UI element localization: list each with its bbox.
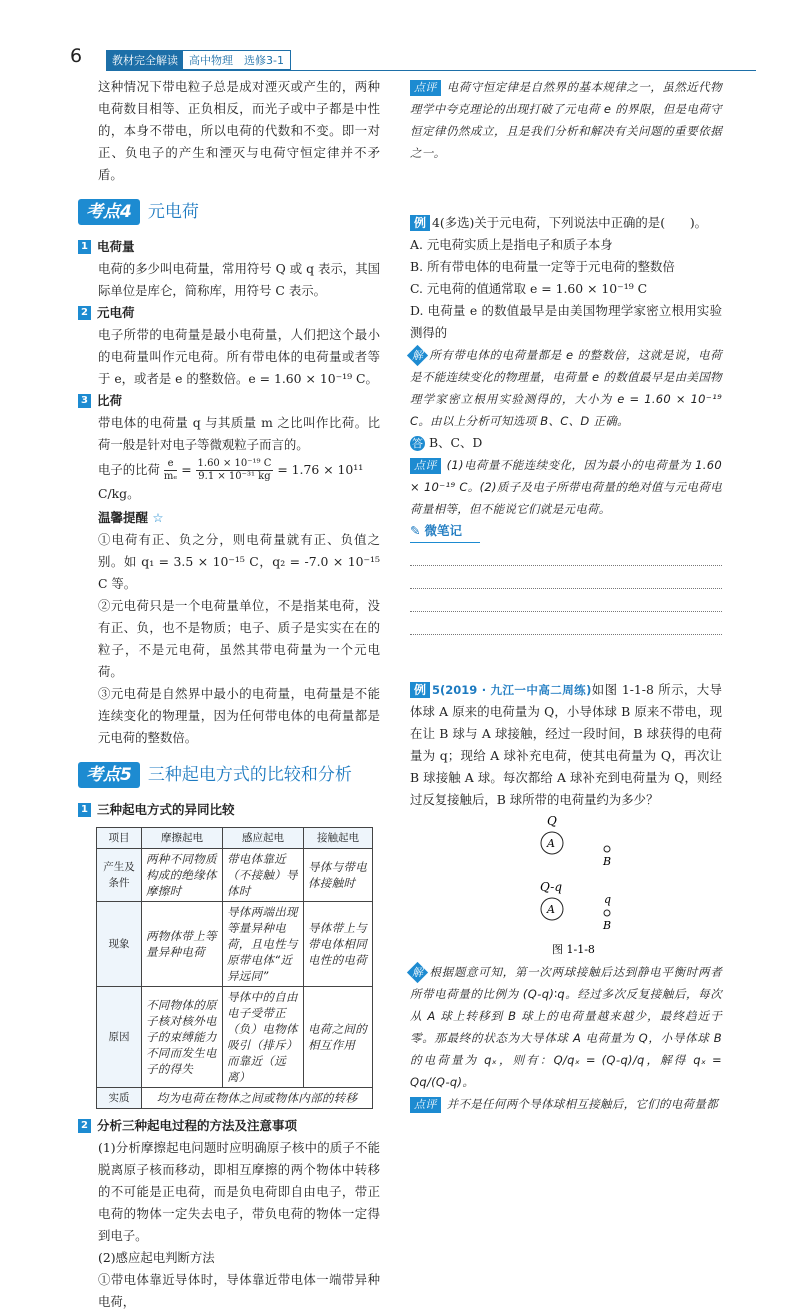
tip-item: ①电荷有正、负之分，则电荷量就有正、负值之别。如 q₁ = 3.5 × 10⁻¹⁵ C，q₂ = -7.0 × 10⁻¹⁵ C 等。 [98, 532, 380, 591]
section-title: 电荷量 [97, 239, 135, 254]
option: C. 元电荷的值通常取 e = 1.60 × 10⁻¹⁹ C [410, 281, 648, 296]
micro-notes-heading [410, 520, 480, 543]
comment-block [410, 76, 722, 164]
formula-prefix: 电子的比荷 [98, 462, 160, 477]
solution-block [410, 961, 722, 1093]
subject-title: 高中物理 选修3-1 [189, 54, 284, 67]
section-title: 比荷 [97, 393, 123, 408]
intro-paragraph: 这种情况下带电粒子总是成对湮灭或产生的，两种电荷数目相等、正负相反，而光子或中子都是中性的，本身不带电，所以电荷的代数和不变。即一对正、负电子的产生和湮灭与电荷守恒定律并不矛盾。 [98, 79, 380, 182]
fraction [164, 458, 177, 483]
solution-tag [407, 962, 428, 983]
table-header: 摩擦起电 [142, 828, 223, 849]
solution-tag [407, 345, 428, 366]
section-heading [78, 1115, 380, 1137]
table-header: 项目 [97, 828, 142, 849]
table-cell: 均为电荷在物体之间或物体内部的转移 [142, 1088, 373, 1109]
solution-text: 根据题意可知，第一次两球接触后达到静电平衡时两者所带电荷量的比例为 (Q-q)∶q。经过多次反复接触后，每次从 A 球上转移到 B 球上的电荷量越来越少，最终趋近于零。那最终的状态为大导体球 A 电荷量为 Q，小导体球 B 的电荷量为 qₓ，则有： [410, 965, 722, 1067]
solution-block [410, 344, 722, 432]
solution-tag-text: 解 [411, 349, 424, 362]
figure-1-1-8 [410, 811, 722, 961]
page-header [66, 42, 756, 72]
table-cell: 带电体靠近（不接触）导体时 [223, 849, 304, 902]
note-line [410, 612, 722, 635]
table-cell: 两物体带上等量异种电荷 [142, 902, 223, 987]
paragraph: (2)感应起电判断方法 [98, 1250, 215, 1265]
note-line [410, 543, 722, 566]
table-cell: 电荷之间的相互作用 [304, 987, 373, 1088]
label-B2: B [603, 919, 612, 932]
answer-tag: 答 [412, 437, 423, 450]
section-number: 1 [78, 803, 91, 817]
sphere-diagram [410, 811, 722, 961]
label-Q-minus-q: Q-q [540, 880, 563, 894]
table-row [97, 902, 373, 987]
comment-tag: 点评 [410, 1097, 441, 1113]
note-line [410, 589, 722, 612]
page-number: 6 [70, 45, 83, 67]
label-q: q [604, 893, 612, 906]
note-line [410, 566, 722, 589]
comment-block [410, 454, 722, 520]
header-rule [106, 70, 756, 71]
fraction [196, 458, 274, 483]
numerator: 1.60 × 10⁻¹⁹ C [197, 458, 272, 469]
row-label: 实质 [97, 1088, 142, 1109]
table-row [97, 1088, 373, 1109]
example-source: 5(2019 · 九江一中高二周练) [432, 683, 592, 697]
table-row [97, 987, 373, 1088]
table-header-row [97, 828, 373, 849]
label-A2: A [547, 903, 555, 916]
header-label [106, 50, 291, 70]
row-label: 原因 [97, 987, 142, 1088]
tip-item: ③元电荷是自然界中最小的电荷量，电荷量是不能连续变化的物理量，因为任何带电体的电荷量都是元电荷的整数倍。 [98, 686, 380, 745]
solution-tag-text: 解 [411, 966, 424, 979]
section-number: 1 [78, 240, 91, 254]
formula-result: = 1.76 × 10¹¹ C/kg。 [98, 462, 364, 501]
solution-text: 所有带电体的电荷量都是 e 的整数倍，这就是说，电荷是不能连续变化的物理量，电荷量 e 的数值最早是由美国物理学家密立根用实验测得的，大小为 e = 1.60 × 10⁻¹⁹ C。由以上分析可知选项 B、C、D 正确。 [410, 348, 722, 428]
section-title: 元电荷 [97, 305, 135, 320]
section-number: 2 [78, 306, 91, 320]
option: D. 电荷量 e 的数值最早是由美国物理学家密立根用实验测得的 [410, 303, 722, 340]
tip-title: 温馨提醒 [98, 510, 149, 525]
topic-badge: 考点5 [78, 762, 140, 788]
left-column [81, 76, 380, 1313]
comment-text: 电荷守恒定律是自然界的基本规律之一，虽然近代物理学中夸克理论的出现打破了元电荷 e 的界限，但是电荷守恒定律仍然成立，且是我们分析和解决有关问题的重要依据之一。 [410, 80, 722, 160]
paragraph: (1)分析摩擦起电问题时应明确原子核中的质子不能脱离原子核而移动，即相互摩擦的两个物体中转移的不可能是正电荷，而是负电荷即自由电子，带正电荷的物体一定失去电子，带负电荷的物体一定得到电子。 [98, 1140, 380, 1243]
example-stem-text: 4(多选)关于元电荷，下列说法中正确的是( )。 [432, 215, 708, 230]
table-header: 接触起电 [304, 828, 373, 849]
table-cell: 不同物体的原子核对核外电子的束缚能力不同而发生电子的得失 [142, 987, 223, 1088]
comment-text: (1)电荷量不能连续变化，因为最小的电荷量为 1.60 × 10⁻¹⁹ C。(2)质子及电子所带电荷量的绝对值与元电荷电荷量相等，但不能说它们就是元电荷。 [410, 458, 722, 516]
section-number: 2 [78, 1119, 91, 1133]
label-B1: B [603, 855, 612, 868]
tip-heading [98, 507, 380, 529]
example-stem-text: 如图 1-1-8 所示，大导体球 A 原来的电荷量为 Q，小导体球 B 原来不带电，现在让 B 球与 A 球接触，经过一段时间，B 球获得的电荷量为 q；现给 A 球补充电荷，使其电荷量为 Q，再次让 B 球接触 A 球。每次都给 A 球补充到电荷量为 Q，则经过反复接触后，B 球所带的电荷量约为多少？ [410, 682, 722, 807]
paragraph: 电子所带的电荷量是最小电荷量，人们把这个最小的电荷量叫作元电荷。所有带电体的电荷量或者等于 e，或者是 e 的整数倍。e = 1.60 × 10⁻¹⁹ C。 [98, 327, 380, 386]
denominator: mₑ [163, 471, 178, 482]
section-heading [78, 390, 380, 412]
row-label: 现象 [97, 902, 142, 987]
section-number: 3 [78, 394, 91, 408]
paragraph: 电荷的多少叫电荷量，常用符号 Q 或 q 表示，其国际单位是库仑，简称库，用符号 C 表示。 [98, 261, 380, 298]
example-4-stem [410, 212, 722, 234]
sphere-B-2 [604, 910, 610, 916]
option: B. 所有带电体的电荷量一定等于元电荷的整数倍 [410, 259, 675, 274]
section-heading [78, 799, 380, 821]
paragraph: 带电体的电荷量 q 与其质量 m 之比叫作比荷。比荷一般是针对电子等微观粒子而言的。 [98, 415, 380, 452]
table-row [97, 849, 373, 902]
series-title: 教材完全解读 [107, 51, 183, 69]
star-icon: ☆ [152, 510, 164, 525]
figure-caption: 图 1-1-8 [552, 943, 595, 956]
notes-title: 微笔记 [424, 523, 462, 538]
paragraph: ①带电体靠近导体时，导体靠近带电体一端带异种电荷， [98, 1272, 380, 1309]
table-cell: 导体两端出现等量异种电荷，且电性与原带电体“近异远同” [223, 902, 304, 987]
denominator: 9.1 × 10⁻³¹ kg [198, 471, 271, 482]
sphere-B-1 [604, 846, 610, 852]
example-5-stem [410, 679, 722, 811]
section-title: 分析三种起电过程的方法及注意事项 [97, 1118, 298, 1133]
topic-title: 元电荷 [147, 202, 199, 222]
section-title: 三种起电方式的异同比较 [97, 802, 235, 817]
table-cell: 两种不同物质构成的绝缘体摩擦时 [142, 849, 223, 902]
table-cell: 导体中的自由电子受带正（负）电物体吸引（排斥）而靠近（远离） [223, 987, 304, 1088]
comment-tag: 点评 [410, 80, 441, 96]
solution-equation: Q/qₓ = (Q-q)/q，解得 qₓ = Qq/(Q-q)。 [410, 1053, 722, 1089]
answer-block [410, 432, 722, 454]
specific-charge-formula: 电子的比荷 $\frac{e}{\text{mₑ}}$ = $\frac{\text{1.60 × 10⁻¹⁹ C}}{\text{9.1 × 10⁻³¹ kg}} = 1.76 \times 10^{11}$ C/kg。 [98, 458, 364, 501]
topic-5-heading [86, 761, 380, 789]
tip-item: ②元电荷只是一个电荷量单位，不是指某电荷，没有正、负，也不是物质；电子、质子是实实在在的粒子，不是元电荷，虽然其带电荷量为一个元电荷。 [98, 598, 380, 679]
topic-title: 三种起电方式的比较和分析 [147, 765, 352, 785]
example-tag: 例 [410, 682, 430, 698]
label-Q: Q [547, 814, 557, 828]
section-heading [78, 302, 380, 324]
topic-4-heading [86, 198, 380, 226]
comment-block [410, 1093, 722, 1115]
table-cell: 导体与带电体接触时 [304, 849, 373, 902]
example-tag: 例 [410, 215, 430, 231]
row-label: 产生及条件 [97, 849, 142, 902]
comment-text: 并不是任何两个导体球相互接触后，它们的电荷量都 [446, 1097, 719, 1111]
comparison-table [96, 827, 373, 1109]
option: A. 元电荷实质上是指电子和质子本身 [410, 237, 613, 252]
right-column [410, 76, 722, 1115]
label-A1: A [547, 837, 555, 850]
comment-tag: 点评 [410, 458, 441, 474]
table-cell: 导体带上与带电体相同电性的电荷 [304, 902, 373, 987]
numerator: e [164, 458, 177, 471]
table-header: 感应起电 [223, 828, 304, 849]
section-heading [78, 236, 380, 258]
answer-text: B、C、D [429, 435, 483, 450]
topic-badge: 考点4 [78, 199, 140, 225]
pencil-icon: ✎ [410, 523, 421, 538]
